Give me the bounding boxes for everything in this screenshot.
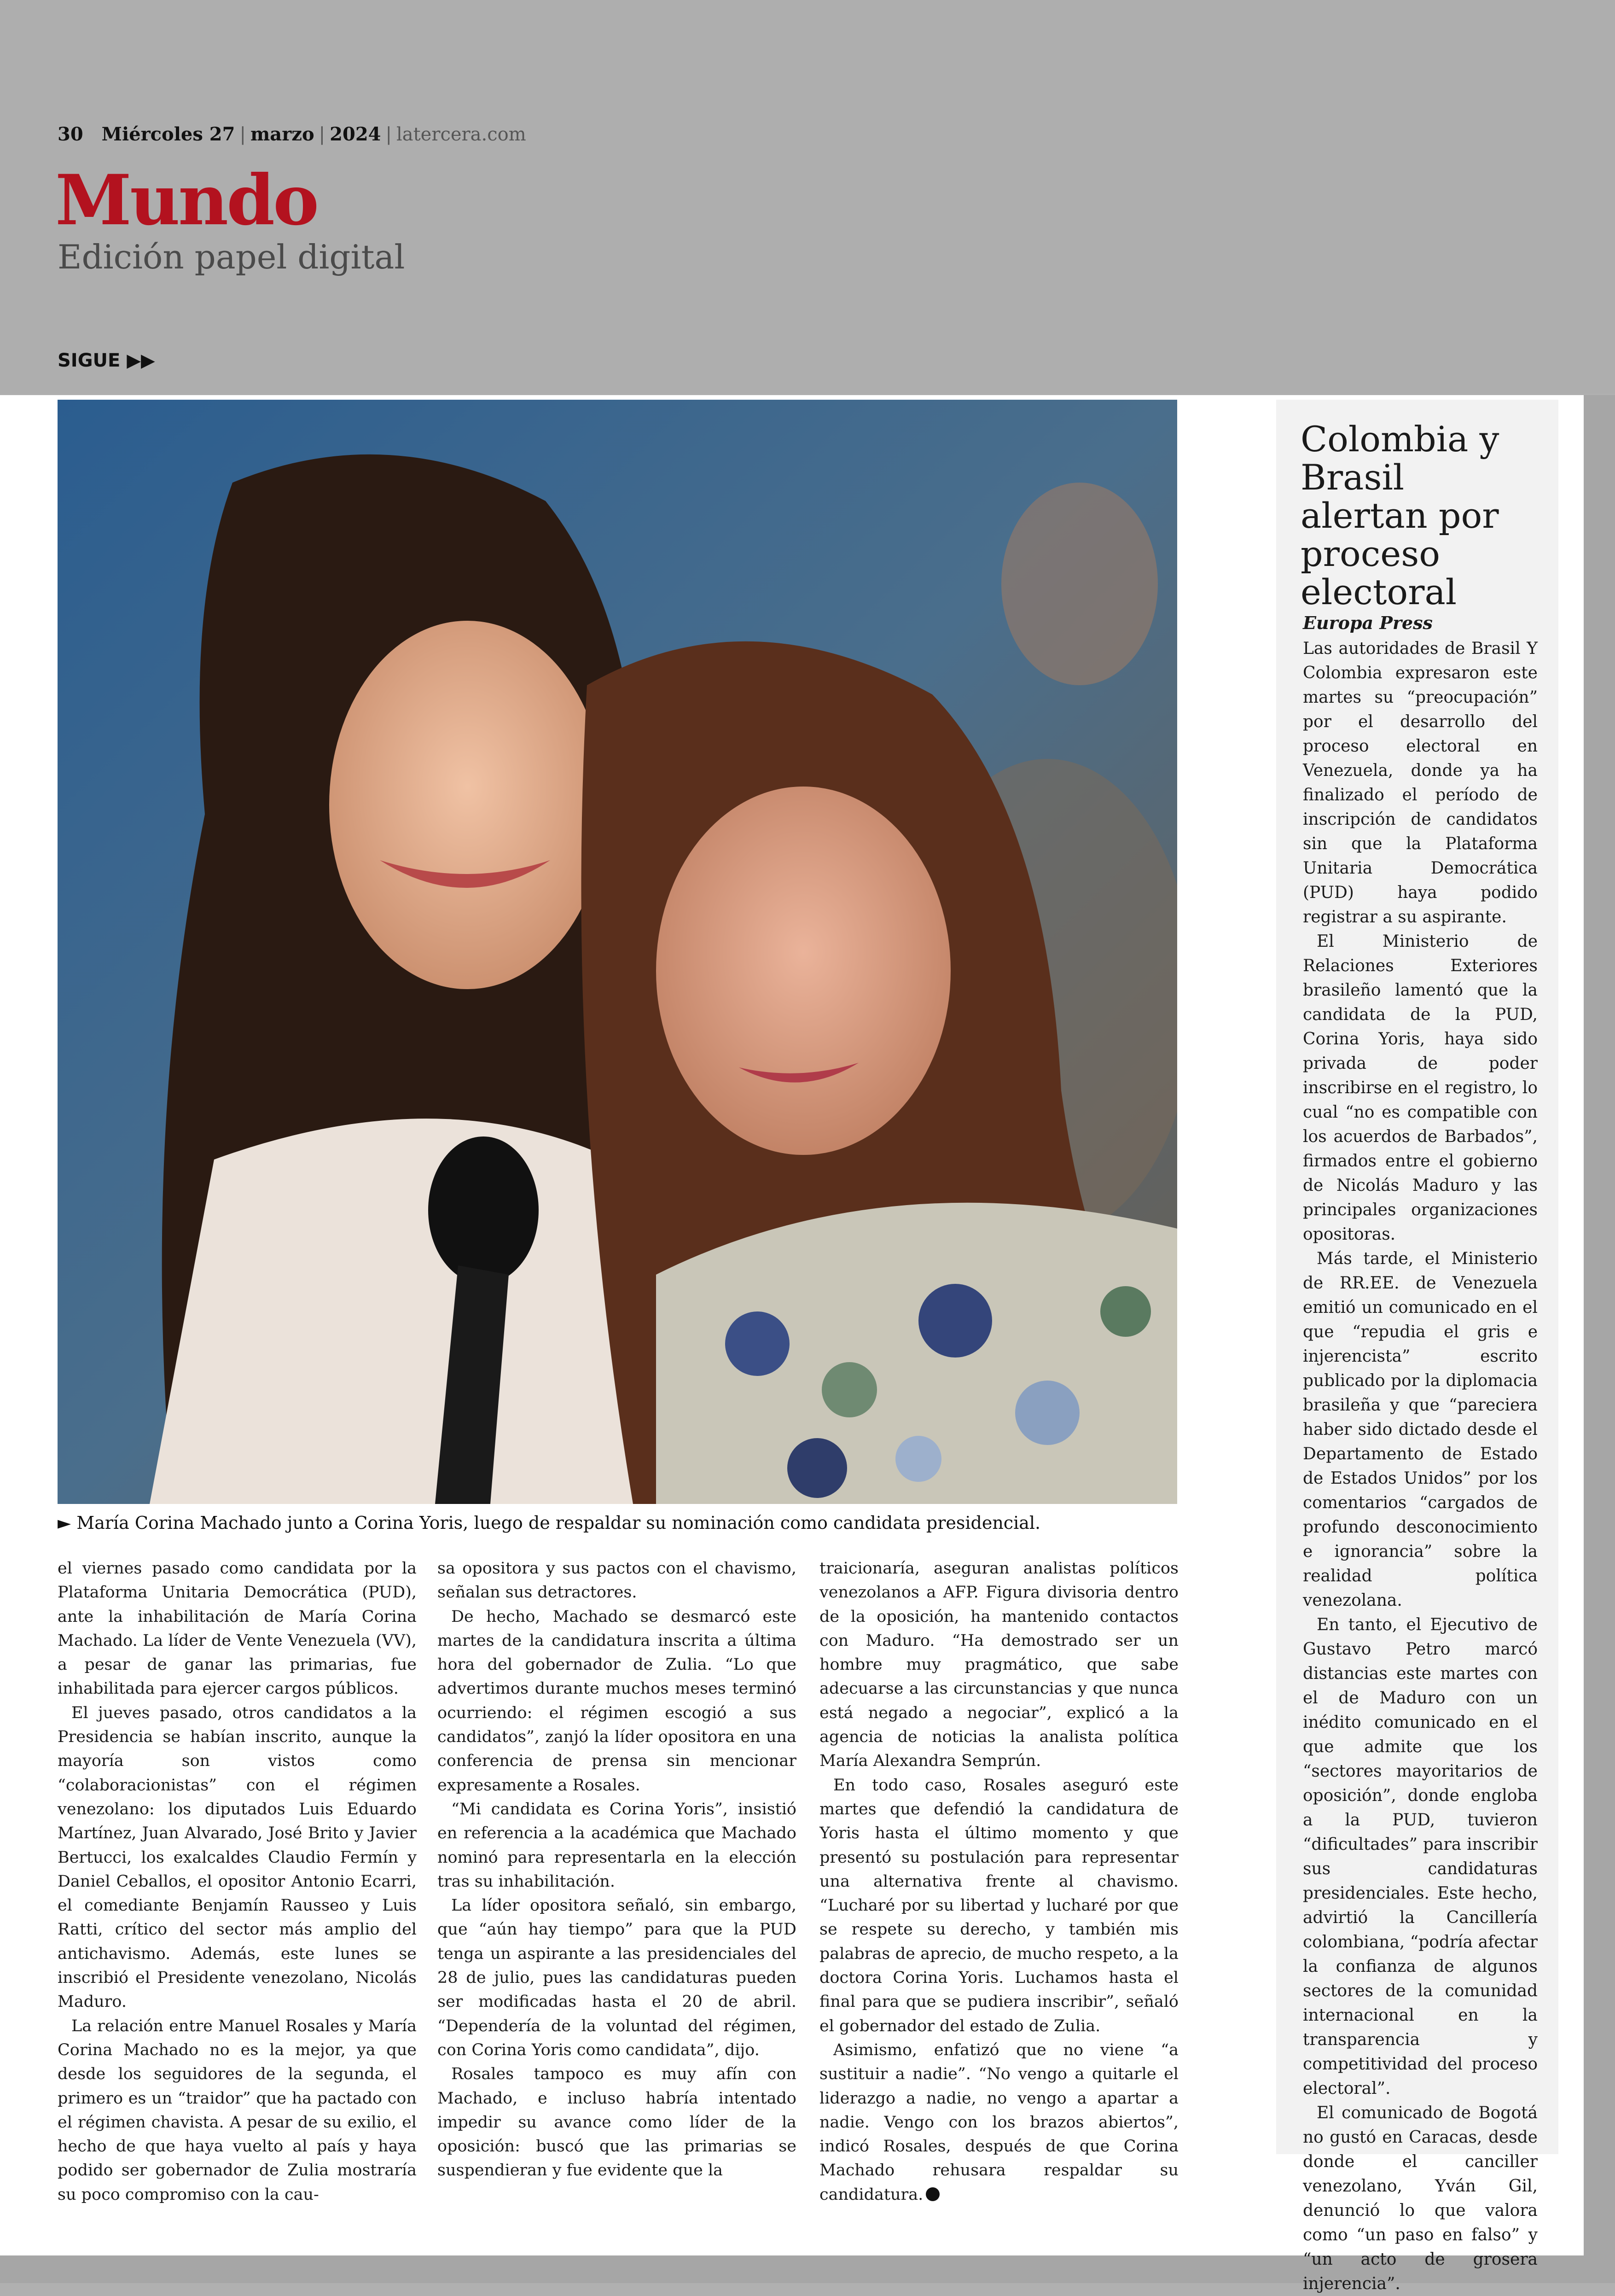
article-paragraph: Rosales tampoco es muy afín con Machado, e incluso habría intentado impedir su avance como líder de la oposición: buscó que las primarias se suspendieran y fue evidente que la bbox=[437, 2065, 796, 2180]
sidebar-paragraph: El Ministerio de Relaciones Exteriores brasileño lamentó que la candidata de la PUD, Corina Yoris, haya sido privada de poder inscribirse en el registro, lo cual “no es compatible con los acuerdos de Barbados”, firmados entre el gobierno de Nicolás Maduro y las principales organizaciones opositoras. bbox=[1303, 932, 1538, 1244]
separator: | bbox=[239, 124, 246, 145]
page-number: 30 bbox=[58, 123, 83, 145]
page-edge bbox=[1584, 395, 1615, 2255]
section-title: Mundo bbox=[55, 160, 318, 241]
article-paragraph-last bbox=[819, 2038, 1179, 2207]
article-paragraph: “Mi candidata es Corina Yoris”, insistió en referencia a la académica que Machado nominó para representarla en la elección tras su inhabilitación. bbox=[437, 1800, 796, 1891]
edition-label: Edición papel digital bbox=[58, 238, 405, 276]
article-paragraph: traicionaría, aseguran analistas políticos venezolanos a AFP. Figura divisoria dentro de la oposición, ha mantenido contactos con Maduro. “Ha demostrado ser un hombre muy pragmático, que sabe adecuarse a las circunstancias y que nunca está negado a negociar”, explicó a la agencia de noticias la analista política María Alexandra Semprún. bbox=[819, 1559, 1179, 1771]
date-month: marzo bbox=[250, 123, 314, 145]
photo-caption: ► María Corina Machado junto a Corina Yoris, luego de respaldar su nominación como candidata presidencial. bbox=[58, 1513, 1041, 1533]
article-paragraph: De hecho, Machado se desmarcó este martes de la candidatura inscrita a última hora del gobernador de Zulia. “Lo que advertimos durante muchos meses terminó ocurriendo: el régimen escogió a sus candidatos”, zanjó la líder opositora en una conferencia de prensa sin mencionar expresamente a Rosales. bbox=[437, 1607, 796, 1795]
sidebar-title: Colombia y Brasil alertan por proceso electoral bbox=[1301, 419, 1499, 612]
article-paragraph: el viernes pasado como candidata por la Plataforma Unitaria Democrática (PUD), ante la inhabilitación de María Corina Machado. La líder de Vente Venezuela (VV), a pesar de ganar las primarias, fue inhabilitada para ejercer cargos públicos. bbox=[58, 1559, 417, 1698]
article-paragraph: El jueves pasado, otros candidatos a la Presidencia se habían inscrito, aunque la mayoría son vistos como “colaboracionistas” con el régimen venezolano: los diputados Luis Eduardo Martínez, Juan Alvarado, José Brito y Javier Bertucci, los exalcaldes Claudio Fermín y Daniel Ceballos, el opositor Antonio Ecarri, el comediante Benjamín Rausseo y Luis Ratti, crítico del sector más amplio del antichavismo. Además, este lunes se inscribió el Presidente venezolano, Nicolás Maduro. bbox=[58, 1703, 417, 2011]
sidebar-paragraph: En tanto, el Ejecutivo de Gustavo Petro marcó distancias este martes con el de Maduro con un inédito comunicado en el que admite que los “sectores mayoritarios de oposición”, donde engloba a la PUD, tuvieron “dificultades” para inscribir sus candidaturas presidenciales. Este hecho, advirtió la Cancillería colombiana, “podría afectar la confianza de algunos sectores de la comunidad internacional en la transparencia y competitividad del proceso electoral”. bbox=[1303, 1615, 1538, 2098]
article-column-2 bbox=[437, 1556, 796, 2183]
article-column-1 bbox=[58, 1556, 417, 2207]
sidebar-paragraph: Más tarde, el Ministerio de RR.EE. de Venezuela emitió un comunicado en el que “repudia el gris e injerencista” escrito publicado por la diplomacia brasileña y que “pareciera haber sido dictado desde el Departamento de Estado de Estados Unidos” por los comentarios “cargados de profundo desconocimiento e ignorancia” sobre la realidad política venezolana. bbox=[1303, 1249, 1538, 1610]
article-last-text: Asimismo, enfatizó que no viene “a sustituir a nadie”. “No vengo a quitarle el liderazgo a nadie, no vengo a apartar a nadie. Vengo con los brazos abiertos”, indicó Rosales, después de que Corina Machado rehusara respaldar su candidatura. bbox=[819, 2040, 1179, 2204]
article-paragraph: La líder opositora señaló, sin embargo, que “aún hay tiempo” para que la PUD tenga un aspirante a las presidenciales del 28 de julio, pues las candidaturas pueden ser modificadas hasta el 20 de abril. “Dependería de la voluntad del régimen, con Corina Yoris como candidata”, dijo. bbox=[437, 1896, 796, 2059]
date-year: 2024 bbox=[330, 123, 381, 145]
dateline bbox=[58, 123, 526, 145]
sidebar-paragraph: El comunicado de Bogotá no gustó en Caracas, desde donde el canciller venezolano, Yván Gil, denunció lo que valora como “un paso en falso” y “un acto de grosera injerencia”. bbox=[1303, 2104, 1538, 2293]
site-link[interactable]: latercera.com bbox=[396, 124, 526, 145]
article-column-3 bbox=[819, 1556, 1179, 2207]
separator: | bbox=[319, 124, 325, 145]
date-day: Miércoles 27 bbox=[101, 123, 235, 145]
sidebar-author: Europa Press bbox=[1303, 612, 1433, 633]
article-paragraph: En todo caso, Rosales aseguró este martes que defendió la candidatura de Yoris hasta el último momento y que presentó su postulación para representar una alternativa frente al chavismo. “Lucharé por su libertad y lucharé por que se respete su derecho, y también mis palabras de aprecio, de mucho respeto, a la doctora Corina Yoris. Luchamos hasta el final para que se pudiera inscribir”, señaló el gobernador del estado de Zulia. bbox=[819, 1776, 1179, 2035]
sidebar-paragraph: Las autoridades de Brasil Y Colombia expresaron este martes su “preocupación” por el desarrollo del proceso electoral en Venezuela, donde ya ha finalizado el período de inscripción de candidatos sin que la Plataforma Unitaria Democrática (PUD) haya podido registrar a su aspirante. bbox=[1303, 639, 1538, 927]
sigue-link[interactable]: SIGUE ▶▶ bbox=[58, 350, 155, 371]
article-paragraph: La relación entre Manuel Rosales y María Corina Machado no es la mejor, ya que desde los seguidores de la segunda, el primero es un “traidor” que ha pactado con el régimen chavista. A pesar de su exilio, el hecho de que haya vuelto al país y haya podido ser gobernador de Zulia mostraría su poco compromiso con la cau- bbox=[58, 2016, 417, 2204]
article-paragraph: sa opositora y sus pactos con el chavismo, señalan sus detractores. bbox=[437, 1559, 796, 1602]
article-photo bbox=[58, 400, 1177, 1504]
photo-illustration bbox=[58, 400, 1177, 1504]
end-of-article-icon bbox=[926, 2187, 940, 2201]
sidebar-body bbox=[1303, 636, 1538, 2296]
separator: | bbox=[385, 124, 392, 145]
